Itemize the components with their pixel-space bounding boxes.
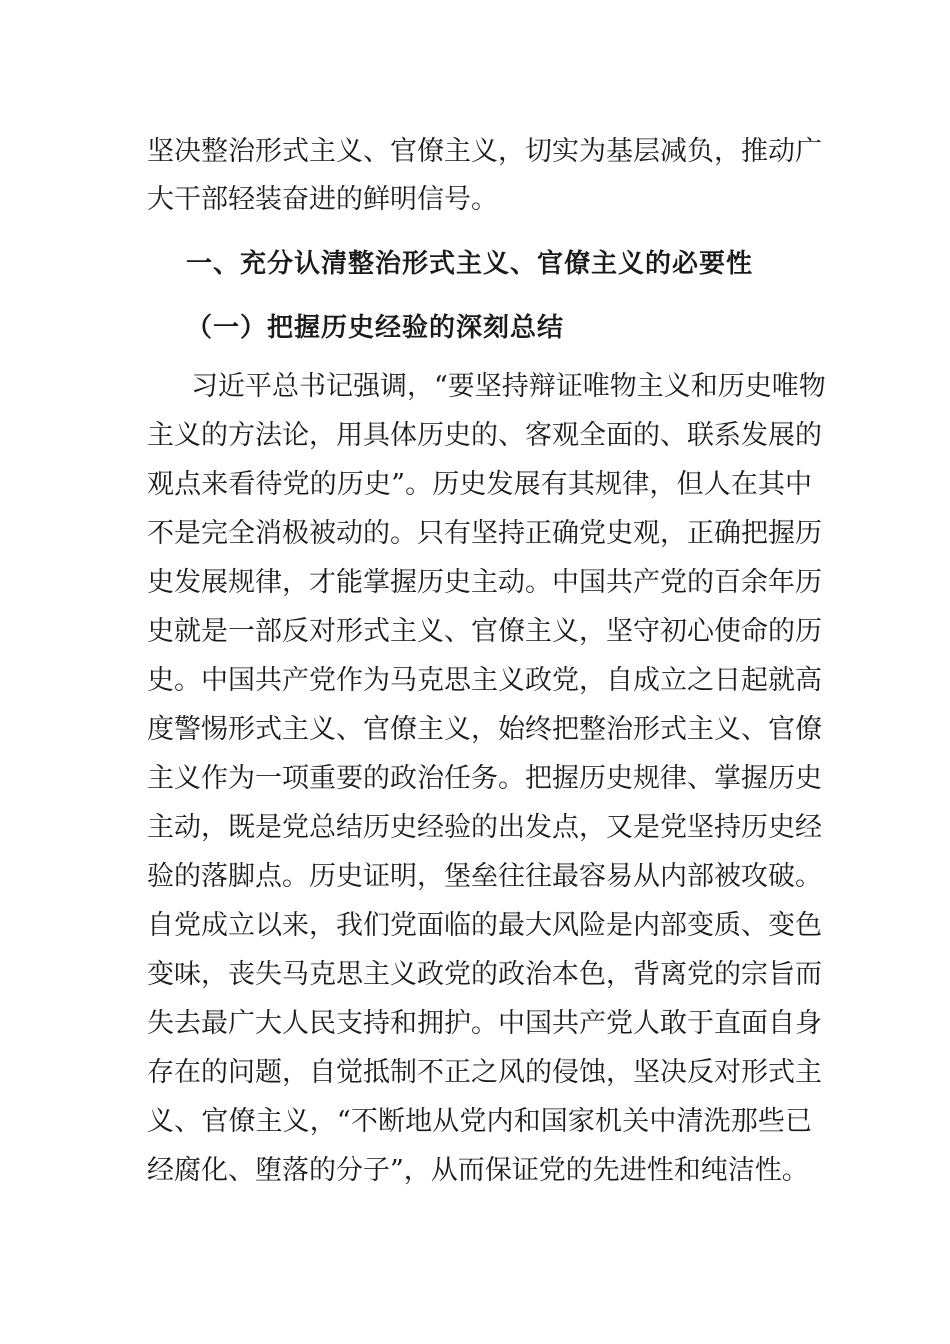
- body-line-4: 不是完全消极被动的。只有坚持正确党史观，正确把握历: [147, 518, 822, 549]
- body-line-2: 主义的方法论，用具体历史的、客观全面的、联系发展的: [147, 420, 822, 451]
- body-line-9: 主义作为一项重要的政治任务。把握历史规律、掌握历史: [147, 763, 822, 794]
- body-line-7: 史。中国共产党作为马克思主义政党，自成立之日起就高: [147, 665, 822, 696]
- body-line-10: 主动，既是党总结历史经验的出发点，又是党坚持历史经: [147, 812, 822, 843]
- body-line-1: 习近平总书记强调，“要坚持辩证唯物主义和历史唯物: [191, 371, 826, 402]
- body-line-12: 自党成立以来，我们党面临的最大风险是内部变质、变色: [147, 910, 822, 941]
- intro-line-2: 大干部轻装奋进的鲜明信号。: [147, 184, 498, 215]
- subsection-heading: （一）把握历史经验的深刻总结: [186, 313, 565, 343]
- section-heading: 一、充分认清整治形式主义、官僚主义的必要性: [186, 249, 754, 279]
- body-line-11: 验的落脚点。历史证明，堡垒往往最容易从内部被攻破。: [147, 861, 822, 892]
- body-line-17: 经腐化、堕落的分子”，从而保证党的先进性和纯洁性。: [147, 1155, 809, 1186]
- body-line-6: 史就是一部反对形式主义、官僚主义，坚守初心使命的历: [147, 616, 822, 647]
- body-line-5: 史发展规律，才能掌握历史主动。中国共产党的百余年历: [147, 567, 822, 598]
- body-line-14: 失去最广大人民支持和拥护。中国共产党人敢于直面自身: [147, 1008, 822, 1039]
- body-line-8: 度警惕形式主义、官僚主义，始终把整治形式主义、官僚: [147, 714, 822, 745]
- body-line-3: 观点来看待党的历史”。历史发展有其规律，但人在其中: [147, 469, 812, 500]
- body-line-13: 变味，丧失马克思主义政党的政治本色，背离党的宗旨而: [147, 959, 822, 990]
- body-line-16: 义、官僚主义，“不断地从党内和国家机关中清洗那些已: [147, 1106, 812, 1137]
- intro-line-1: 坚决整治形式主义、官僚主义，切实为基层减负，推动广: [147, 136, 822, 167]
- body-line-15: 存在的问题，自觉抵制不正之风的侵蚀，坚决反对形式主: [147, 1057, 822, 1088]
